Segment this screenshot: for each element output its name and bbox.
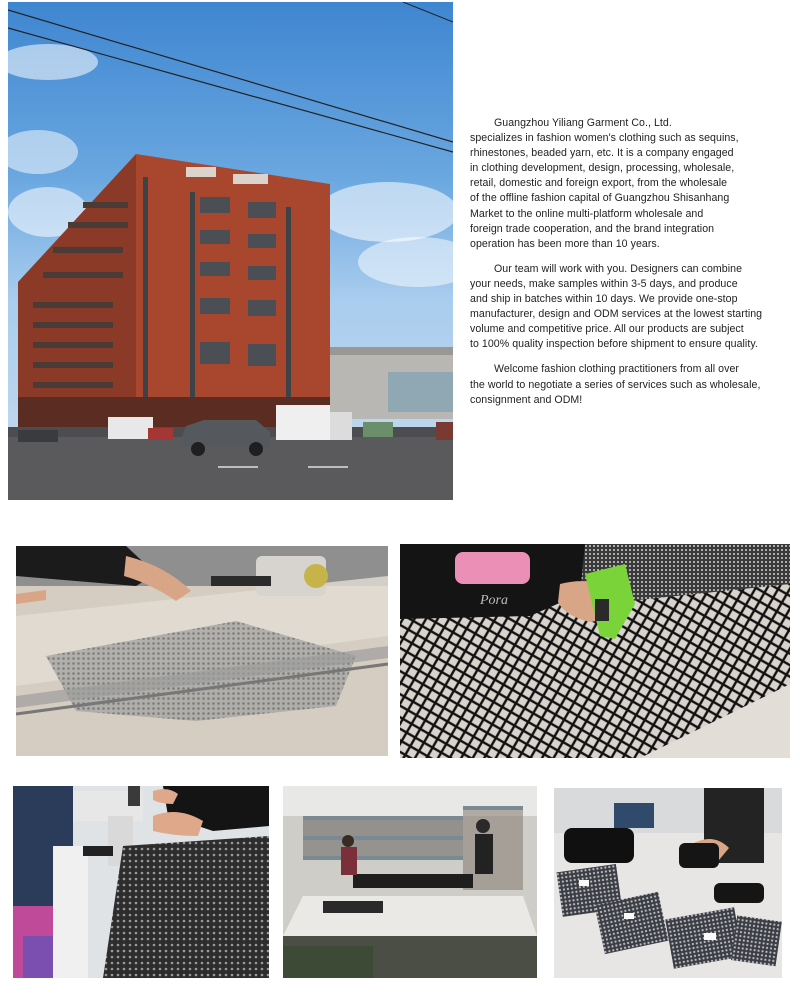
company-intro-paragraph: Guangzhou Yiliang Garment Co., Ltd. specializes in fashion women's clothing such as sequins, rhinestones, beaded yarn, etc. It is a company engaged in clothing development, design, processing, wholesale, retail, domestic and foreign export, from the wholesale of the offline fashion capital of Guangzhou Shisanhang Market to the online multi-platform wholesale and foreign trade cooperation, and the brand integration operation has been more than 10 years. bbox=[470, 117, 739, 250]
team-services-paragraph: Our team will work with you. Designers can combine your needs, make samples within 3-5 days, and produce and ship in batches within 10 days. We provide one-stop manufacturer, design and ODM services at the lowest starting volume and competitive price. All our products are subject to 100% quality inspection before shipment to ensure quality. bbox=[470, 262, 763, 351]
rhinestone-application-photo bbox=[400, 544, 790, 758]
company-name: Guangzhou Yiliang Garment Co., Ltd. bbox=[494, 117, 672, 129]
welcome-paragraph: Welcome fashion clothing practitioners from all over the world to negotiate a series of services such as wholesale, consignment and ODM! bbox=[470, 363, 761, 406]
fabric-cutting-photo bbox=[16, 546, 388, 756]
workshop-photo bbox=[283, 786, 537, 978]
factory-building-photo bbox=[8, 2, 453, 500]
packaging-photo bbox=[554, 788, 782, 978]
sewing-machine-photo bbox=[13, 786, 269, 978]
glove-text: Pora bbox=[480, 593, 508, 608]
company-description bbox=[470, 116, 800, 418]
